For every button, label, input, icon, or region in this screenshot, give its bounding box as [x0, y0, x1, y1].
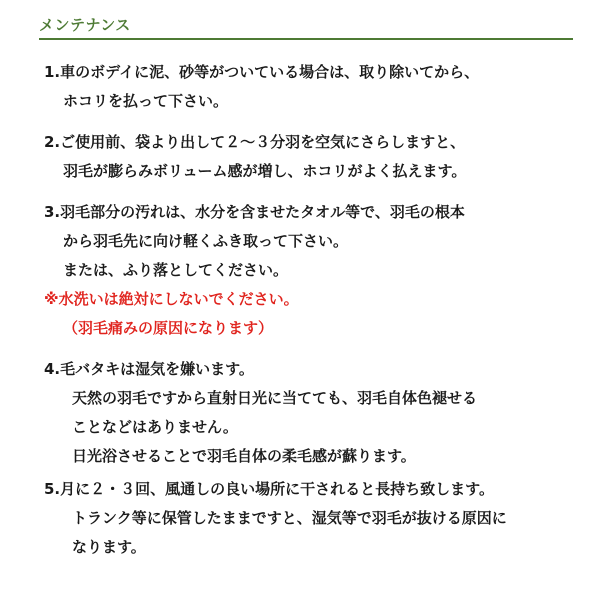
header-divider [39, 38, 573, 40]
item-1-line-2: ホコリを払って下さい。 [63, 92, 229, 110]
item-3-line-3: または、ふり落としてください。 [63, 261, 289, 279]
item-4-line-2: 天然の羽毛ですから直射日光に当てても、羽毛自体色褪せる [72, 389, 478, 407]
item-2-line-2: 羽毛が膨らみボリューム感が増し、ホコリがよく払えます。 [63, 162, 467, 180]
item-1-line-1: 1.車のボデイに泥、砂等がついている場合は、取り除いてから、 [44, 63, 480, 81]
item-3-line-2: から羽毛先に向け軽くふき取って下さい。 [63, 232, 349, 250]
list-item-3 [44, 198, 584, 343]
item-2-line-1: 2.ご使用前、袋より出して２～３分羽を空気にさらしますと、 [44, 133, 466, 151]
list-item-5 [44, 475, 584, 562]
item-4-line-3: ことなどはありません。 [72, 418, 238, 436]
list-item-1 [44, 58, 584, 116]
section-title: メンテナンス [39, 16, 131, 34]
item-5-line-3: なります。 [72, 538, 146, 556]
item-4-line-1: 4.毛バタキは湿気を嫌います。 [44, 360, 254, 378]
item-5-line-1: 5.月に２・３回、風通しの良い場所に干されると長持ち致します。 [44, 480, 494, 498]
item-3-line-1: 3.羽毛部分の汚れは、水分を含ませたタオル等で、羽毛の根本 [44, 203, 465, 221]
item-4-line-4: 日光浴させることで羽毛自体の柔毛感が蘇ります。 [72, 447, 416, 465]
list-item-2 [44, 128, 584, 186]
section-header [39, 14, 573, 40]
item-5-line-2: トランク等に保管したままですと、湿気等で羽毛が抜ける原因に [72, 509, 507, 527]
list-item-4 [44, 355, 584, 471]
warning-note: （羽毛痛みの原因になります） [63, 319, 274, 337]
maintenance-list [44, 58, 584, 562]
warning-text: ※水洗いは絶対にしないでください。 [44, 290, 299, 308]
